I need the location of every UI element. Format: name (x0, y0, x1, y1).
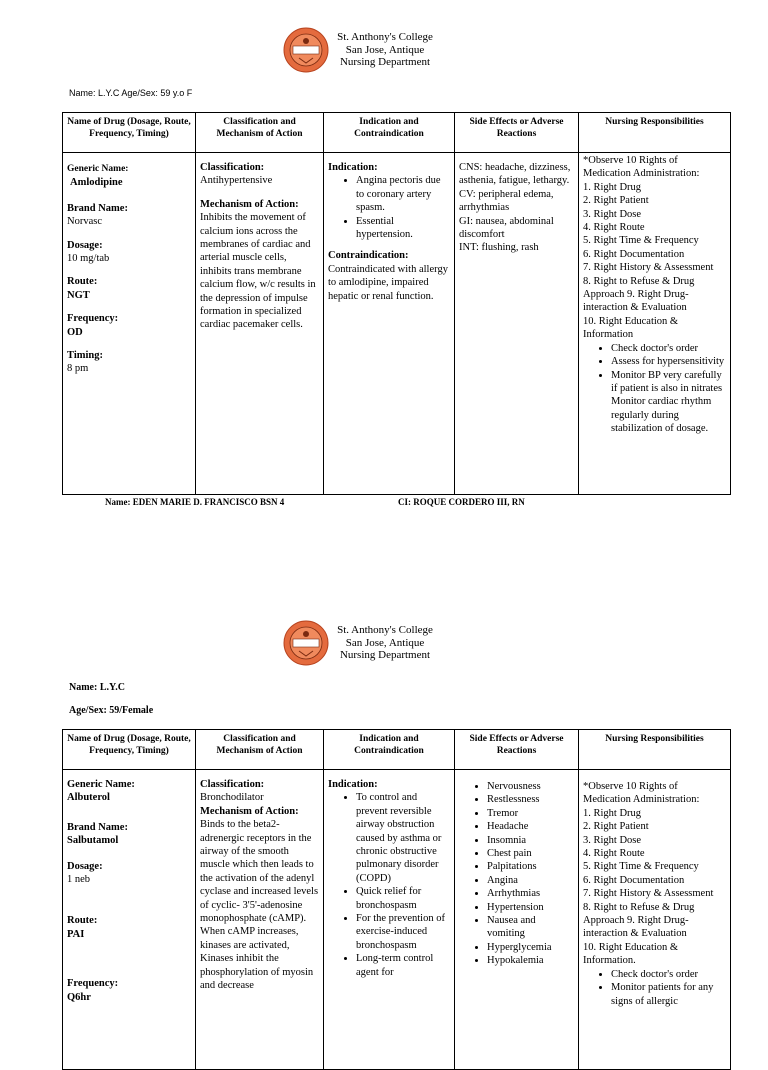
clinical-instructor: CI: ROQUE CORDERO III, RN (398, 497, 525, 507)
moa-label: Mechanism of Action: (200, 198, 299, 210)
college-location: San Jose, Antique (345, 43, 425, 56)
college-seal-icon (283, 620, 329, 666)
list-item: • Chest pain (487, 847, 574, 860)
table-header-row (63, 730, 731, 770)
table-row (63, 770, 731, 1070)
list-item: • Nervousness (487, 780, 574, 793)
side-effects-list (459, 780, 574, 968)
nursing-list (583, 342, 726, 436)
classification-label: Classification: (200, 779, 265, 790)
generic-name: Amlodipine (70, 177, 123, 189)
frequency-label: Frequency: (67, 313, 119, 325)
list-item: • Long-term control agent for (356, 952, 450, 979)
list-item: • Essential hypertension. (356, 215, 450, 242)
patient-name: Name: L.Y.C (69, 682, 126, 693)
list-item: • Restlessness (487, 793, 574, 806)
col-header-side-effects: Side Effects or Adverse Reactions (455, 730, 579, 770)
classification-value: Bronchodilator (200, 792, 264, 804)
indication-list (328, 791, 450, 979)
classification-cell (196, 770, 324, 1070)
list-item: • Hypokalemia (487, 954, 574, 967)
moa-text: Inhibits the movement of calcium ions across the membranes of cardiac and arterial muscle cells, inhibits trans membrane calcium flow, w/c results in the depression of impulse formation in specialized cardiac pacemaker cells. (200, 212, 316, 331)
list-item: • Angina (487, 874, 574, 887)
patient-info: Name: L.Y.C Age/Sex: 59 y.o F (69, 88, 193, 98)
nursing-list (583, 968, 726, 1008)
col-header-drug: Name of Drug (Dosage, Route, Frequency, Timing) (63, 113, 196, 153)
side-effects-text: CNS: headache, dizziness, asthenia, fatigue, lethargy. CV: peripheral edema, arrhythmias GI: nausea, abdominal discomfort INT: flushing, rash (459, 162, 571, 254)
college-name: St. Anthony's College (337, 31, 433, 43)
col-header-indication: Indication and Contraindication (324, 113, 455, 153)
classification-label: Classification: (200, 162, 265, 173)
indication-label: Indication: (328, 162, 378, 173)
col-header-drug: Name of Drug (Dosage, Route, Frequency, Timing) (63, 730, 196, 770)
timing-label: Timing: (67, 350, 103, 362)
timing-value: 8 pm (67, 363, 89, 375)
college-header-text (331, 624, 439, 662)
table-row (63, 153, 731, 495)
student-name: Name: EDEN MARIE D. FRANCISCO BSN 4 (105, 497, 285, 507)
route-label: Route: (67, 915, 98, 927)
moa-text: Binds to the beta2-adrenergic receptors in the airway of the smooth muscle which then leads to the activation of the adenyl cyclase and increased levels of cyclic- 3'5'-adenosine monophosphate (cAMP). When cAMP increases, kinases are activated, Kinases inhibit the phosphorylation of myosin and decrease (200, 819, 319, 992)
brand-label: Brand Name: (67, 821, 128, 833)
list-item: • Palpitations (487, 860, 574, 873)
drug-info-cell (63, 770, 196, 1070)
patient-age-sex: Age/Sex: 59/Female (69, 705, 154, 716)
indication-cell (324, 153, 455, 495)
col-header-classification: Classification and Mechanism of Action (196, 113, 324, 153)
college-department: Nursing Department (339, 649, 431, 661)
list-item: • To control and prevent reversible airway obstruction caused by asthma or chronic obstructive pulmonary disorder (COPD) (356, 791, 450, 885)
table-header-row (63, 113, 731, 153)
dosage-label: Dosage: (67, 860, 103, 872)
list-item: • Hypertension (487, 901, 574, 914)
college-header-text (331, 31, 439, 69)
list-item: • Check doctor's order (611, 968, 726, 981)
drug-table-2 (62, 729, 731, 1070)
nursing-cell (579, 770, 731, 1070)
contraindication-label: Contraindication: (328, 250, 409, 262)
drug-table-1 (62, 112, 731, 495)
college-seal-icon (283, 27, 329, 73)
list-item: • Headache (487, 820, 574, 833)
list-item: • Check doctor's order (611, 342, 726, 355)
brand-label: Brand Name: (67, 202, 128, 214)
col-header-side-effects: Side Effects or Adverse Reactions (455, 113, 579, 153)
generic-label: Generic Name: (67, 164, 129, 174)
list-item: • Arrhythmias (487, 887, 574, 900)
list-item: • Angina pectoris due to coronary artery spasm. (356, 174, 450, 214)
col-header-nursing: Nursing Responsibilities (579, 730, 731, 770)
brand-name: Salbutamol (67, 835, 119, 847)
indication-cell (324, 770, 455, 1070)
list-item: • Tremor (487, 807, 574, 820)
route-label: Route: (67, 276, 98, 288)
classification-value: Antihypertensive (200, 175, 273, 187)
route-value: NGT (67, 289, 90, 301)
side-effects-cell (455, 153, 579, 495)
list-item: • Assess for hypersensitivity (611, 355, 726, 368)
nursing-rights-text: *Observe 10 Rights of Medication Administration: 1. Right Drug 2. Right Patient 3. Right Dose 4. Right Route 5. Right Time & Frequency 6. Right Documentation 7. Right History & Assessment 8. Right to Refuse & Drug Approach 9. Right Drug-interaction & Evaluation 10. Right Education & Information. (583, 781, 714, 967)
list-item: • Nausea and vomiting (487, 914, 574, 941)
college-department: Nursing Department (339, 56, 431, 68)
frequency-value: OD (67, 326, 83, 338)
dosage-label: Dosage: (67, 239, 103, 251)
col-header-nursing: Nursing Responsibilities (579, 113, 731, 153)
list-item: • Hyperglycemia (487, 941, 574, 954)
list-item: • Monitor patients for any signs of allergic (611, 981, 726, 1008)
nursing-cell (579, 153, 731, 495)
generic-label: Generic Name: (67, 779, 135, 790)
indication-label: Indication: (328, 779, 378, 790)
brand-name: Norvasc (67, 216, 102, 228)
generic-name: Albuterol (67, 792, 110, 804)
route-value: PAI (67, 928, 85, 940)
side-effects-cell (455, 770, 579, 1070)
list-item: • For the prevention of exercise-induced bronchospasm (356, 912, 450, 952)
indication-list (328, 174, 450, 241)
list-item: • Insomnia (487, 834, 574, 847)
frequency-value: Q6hr (67, 991, 91, 1003)
dosage-value: 1 neb (67, 874, 91, 886)
dosage-value: 10 mg/tab (67, 253, 110, 265)
college-header (283, 620, 523, 670)
drug-info-cell (63, 153, 196, 495)
contraindication-text: Contraindicated with allergy to amlodipine, impaired hepatic or renal function. (328, 263, 448, 302)
col-header-indication: Indication and Contraindication (324, 730, 455, 770)
frequency-label: Frequency: (67, 978, 119, 990)
nursing-rights-text: *Observe 10 Rights of Medication Administration: 1. Right Drug 2. Right Patient 3. Right Dose 4. Right Route 5. Right Time & Frequency 6. Right Documentation 7. Right History & Assessment 8. Right to Refuse & Drug Approach 9. Right Drug-interaction & Evaluation 10. Right Education & Information (583, 155, 714, 341)
list-item: • Monitor BP very carefully if patient is also in nitrates Monitor cardiac rhythm regularly during stabilization of dosage. (611, 369, 726, 436)
list-item: • Quick relief for bronchospasm (356, 885, 450, 912)
classification-cell (196, 153, 324, 495)
college-location: San Jose, Antique (345, 636, 425, 649)
college-header (283, 27, 523, 77)
college-name: St. Anthony's College (337, 624, 433, 636)
col-header-classification: Classification and Mechanism of Action (196, 730, 324, 770)
moa-label: Mechanism of Action: (200, 805, 299, 817)
